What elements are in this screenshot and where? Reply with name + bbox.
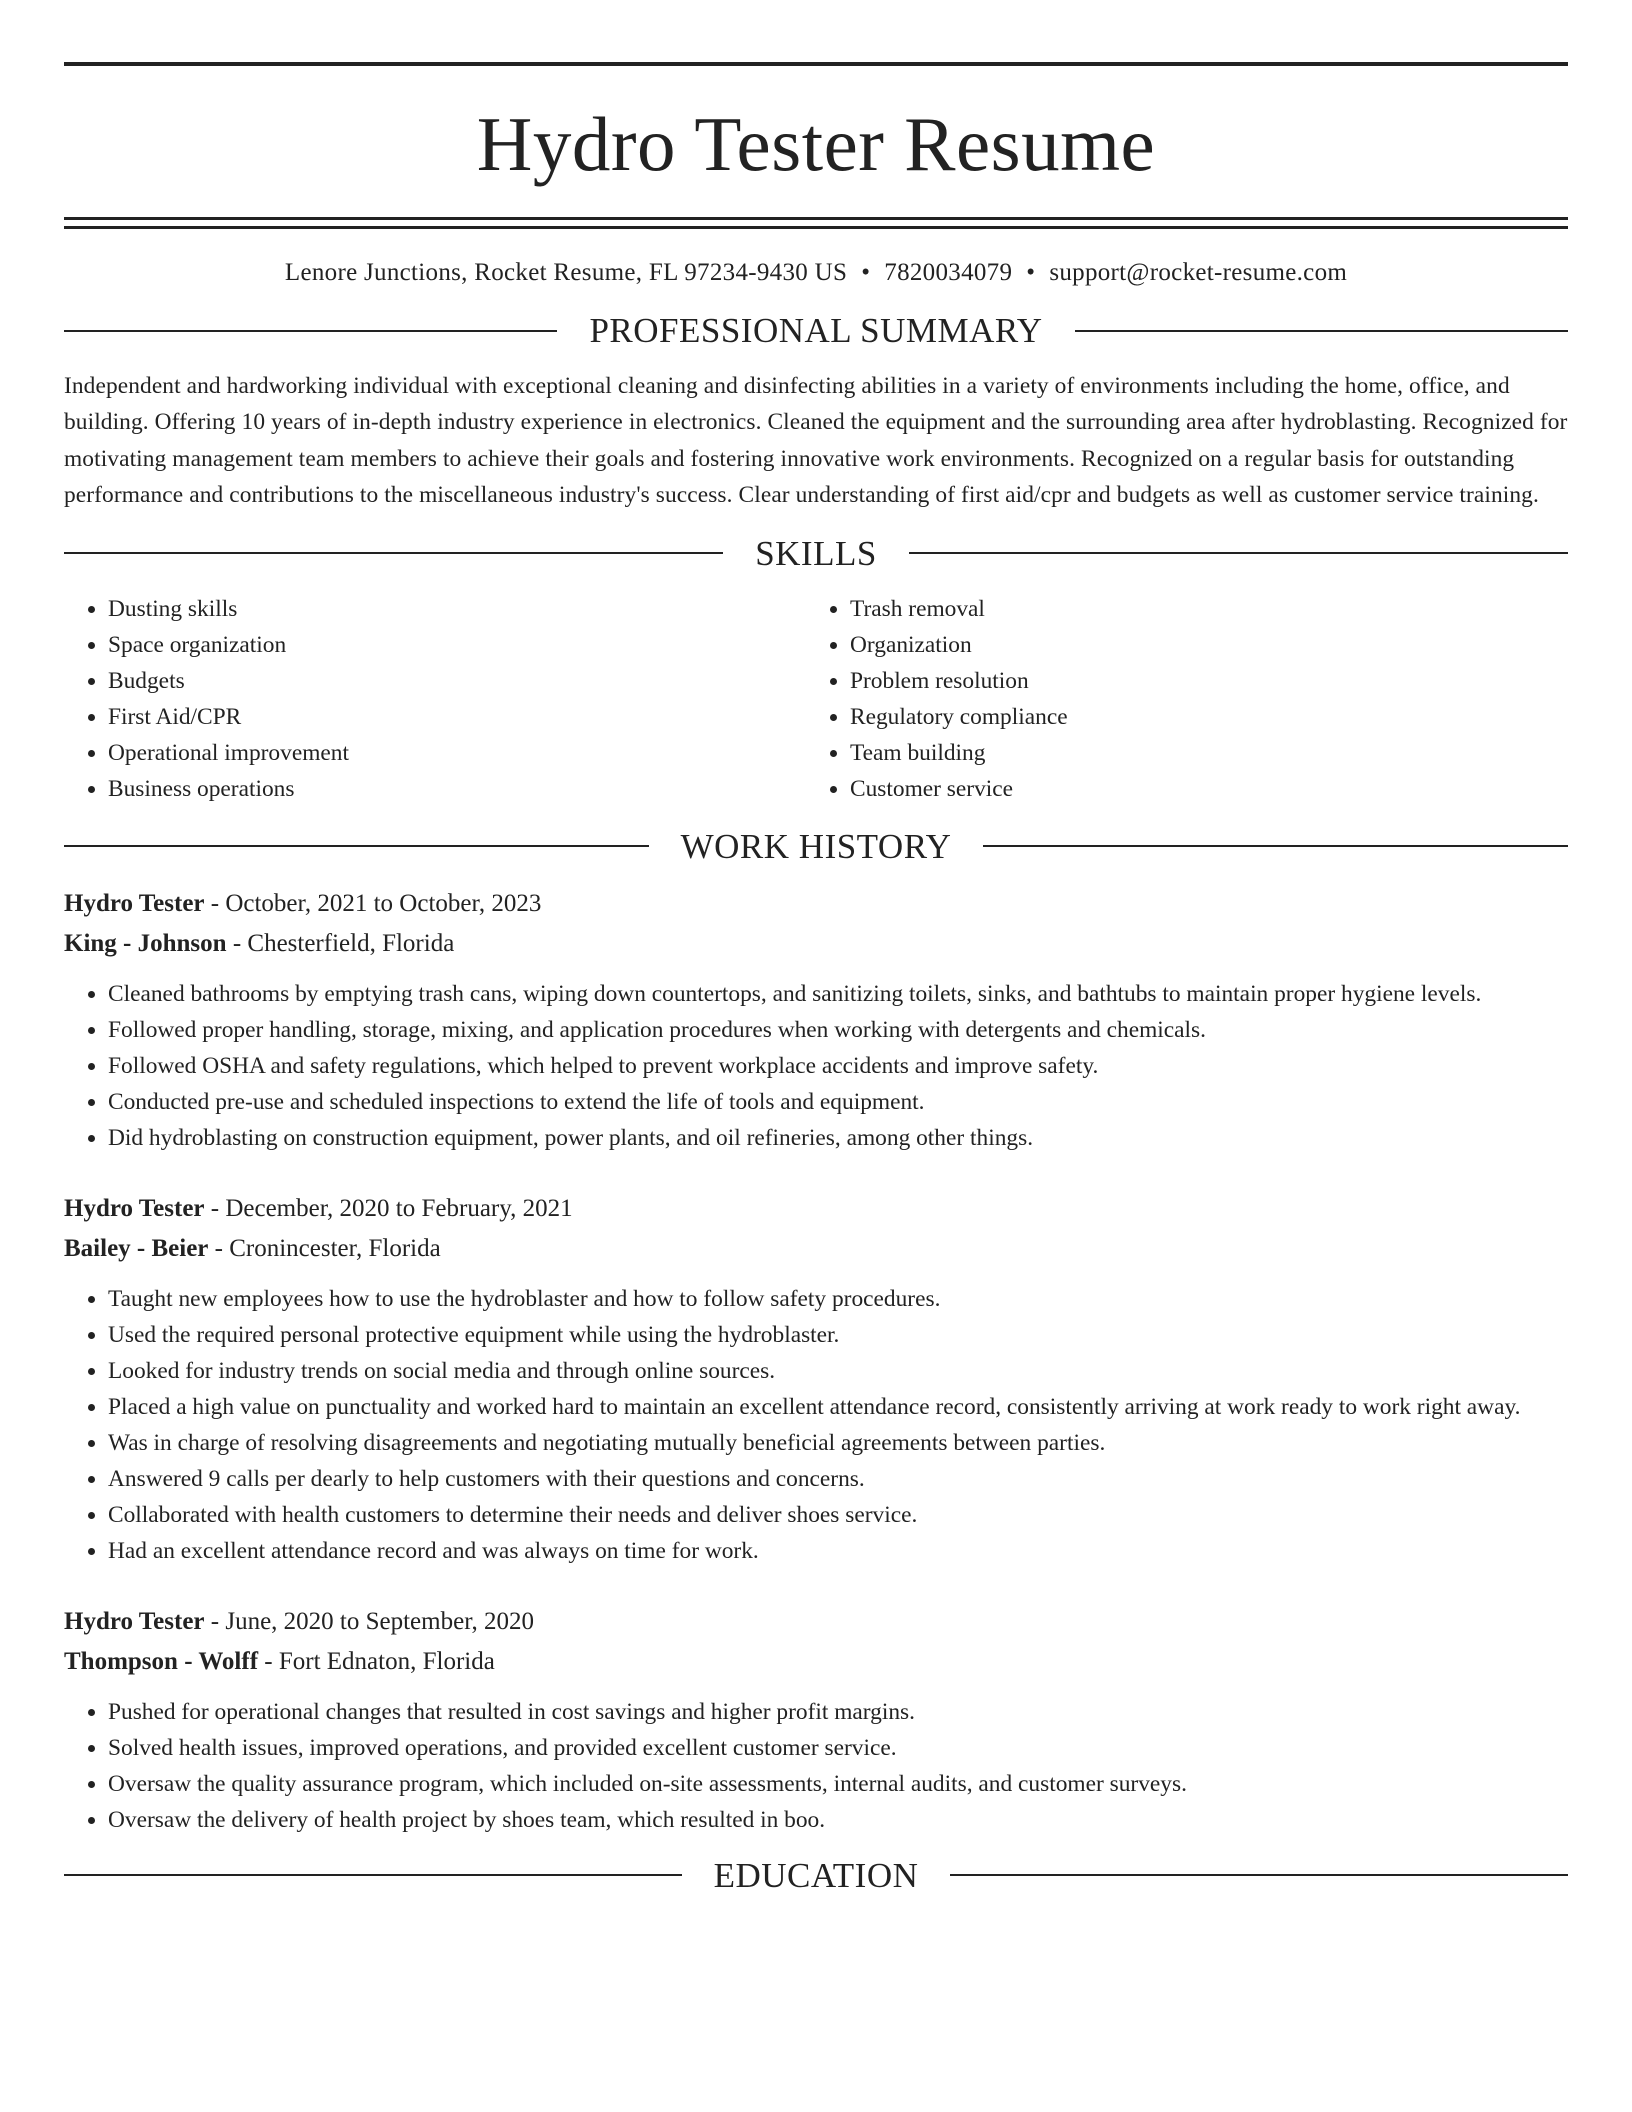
skill-item: • First Aid/CPR [108, 699, 806, 735]
skill-item: • Regulatory compliance [850, 699, 1068, 735]
job-entry [64, 1189, 1568, 1569]
work-history-list [64, 884, 1568, 1838]
job-company-line [64, 1642, 1568, 1682]
job-title-line [64, 1189, 1568, 1229]
job-company: Thompson - Wolff [64, 1647, 259, 1675]
skill-item: • Organization [850, 627, 1068, 663]
contact-line [64, 259, 1568, 287]
job-entry [64, 884, 1568, 1156]
skills-column-right [806, 591, 1068, 807]
job-title: Hydro Tester [64, 1607, 205, 1635]
job-bullet: • Pushed for operational changes that resulted in cost savings and higher profit margins. [108, 1694, 1568, 1730]
top-rule [64, 62, 1568, 66]
section-header-work [64, 826, 1568, 866]
job-bullet: • Followed OSHA and safety regulations, which helped to prevent workplace accidents and improve safety. [108, 1048, 1568, 1084]
skill-item: • Space organization [108, 627, 806, 663]
skill-item: • Dusting skills [108, 591, 806, 627]
job-bullet: • Looked for industry trends on social media and through online sources. [108, 1353, 1568, 1389]
job-bullet: • Oversaw the quality assurance program, which included on-site assessments, internal audits, and customer surveys. [108, 1766, 1568, 1802]
job-dates: - June, 2020 to September, 2020 [204, 1607, 535, 1635]
job-bullet: • Cleaned bathrooms by emptying trash cans, wiping down countertops, and sanitizing toilets, sinks, and bathtubs to maintain proper hygiene levels. [108, 976, 1568, 1012]
job-dates: - December, 2020 to February, 2021 [204, 1194, 573, 1222]
section-header-summary [64, 313, 1568, 348]
contact-separator: • [1026, 259, 1036, 286]
job-dates: - October, 2021 to October, 2023 [204, 889, 542, 917]
skill-item: • Problem resolution [850, 663, 1068, 699]
job-bullets [64, 1694, 1568, 1838]
job-bullet: • Collaborated with health customers to determine their needs and deliver shoes service. [108, 1497, 1568, 1533]
job-company-line [64, 924, 1568, 964]
job-company: King - Johnson [64, 929, 227, 957]
section-header-education [64, 1855, 1568, 1895]
skill-item: • Customer service [850, 771, 1068, 807]
job-entry [64, 1602, 1568, 1838]
skills-list [64, 591, 1568, 807]
job-bullets [64, 976, 1568, 1156]
skill-item: • Business operations [108, 771, 806, 807]
job-company-line [64, 1229, 1568, 1269]
job-bullets [64, 1281, 1568, 1569]
skill-item: • Budgets [108, 663, 806, 699]
section-header-skills [64, 533, 1568, 573]
job-bullet: • Oversaw the delivery of health project by shoes team, which resulted in boo. [108, 1802, 1568, 1838]
job-bullet: • Solved health issues, improved operations, and provided excellent customer service. [108, 1730, 1568, 1766]
section-title-education: EDUCATION [713, 1855, 919, 1895]
job-title: Hydro Tester [64, 1194, 205, 1222]
job-bullet: • Placed a high value on punctuality and worked hard to maintain an excellent attendance record, consistently arriving at work ready to work right away. [108, 1389, 1568, 1425]
job-location: - Fort Ednaton, Florida [258, 1647, 495, 1675]
job-bullet: • Conducted pre-use and scheduled inspections to extend the life of tools and equipment. [108, 1084, 1568, 1120]
contact-separator: • [861, 259, 871, 286]
contact-email: support@rocket-resume.com [1049, 259, 1348, 286]
resume-title: Hydro Tester Resume [476, 101, 1156, 187]
contact-address: Lenore Junctions, Rocket Resume, FL 97234-9430 US [284, 259, 848, 286]
section-title-work: WORK HISTORY [680, 826, 952, 866]
job-location: - Cronincester, Florida [208, 1234, 441, 1262]
section-title-skills: SKILLS [755, 533, 877, 573]
skill-item: • Operational improvement [108, 735, 806, 771]
job-bullet: • Answered 9 calls per dearly to help customers with their questions and concerns. [108, 1461, 1568, 1497]
job-bullet: • Did hydroblasting on construction equipment, power plants, and oil refineries, among other things. [108, 1120, 1568, 1156]
job-bullet: • Taught new employees how to use the hydroblaster and how to follow safety procedures. [108, 1281, 1568, 1317]
skill-item: • Trash removal [850, 591, 1068, 627]
summary-text: Independent and hardworking individual with exceptional cleaning and disinfecting abilities in a variety of environments including the home, office, and building. Offering 10 years of in-depth industry experience in electronics. Cleaned the equipment and the surrounding area after hydroblasting. Recognized for motivating management team members to achieve their goals and fostering innovative work environments. Recognized on a regular basis for outstanding performance and contributions to the miscellaneous industry's success. Clear understanding of first aid/cpr and budgets as well as customer service training. [64, 373, 1568, 509]
section-title-summary: PROFESSIONAL SUMMARY [589, 311, 1043, 350]
skill-item: • Team building [850, 735, 1068, 771]
title-double-rule [64, 217, 1568, 229]
job-title-line [64, 1602, 1568, 1642]
job-bullet: • Followed proper handling, storage, mixing, and application procedures when working with detergents and chemicals. [108, 1012, 1568, 1048]
job-bullet: • Used the required personal protective equipment while using the hydroblaster. [108, 1317, 1568, 1353]
job-bullet: • Had an excellent attendance record and was always on time for work. [108, 1533, 1568, 1569]
contact-phone: 7820034079 [884, 259, 1013, 286]
job-location: - Chesterfield, Florida [226, 929, 455, 957]
job-title: Hydro Tester [64, 889, 205, 917]
job-title-line [64, 884, 1568, 924]
job-company: Bailey - Beier [64, 1234, 209, 1262]
skills-column-left [64, 591, 806, 807]
job-bullet: • Was in charge of resolving disagreements and negotiating mutually beneficial agreements between parties. [108, 1425, 1568, 1461]
